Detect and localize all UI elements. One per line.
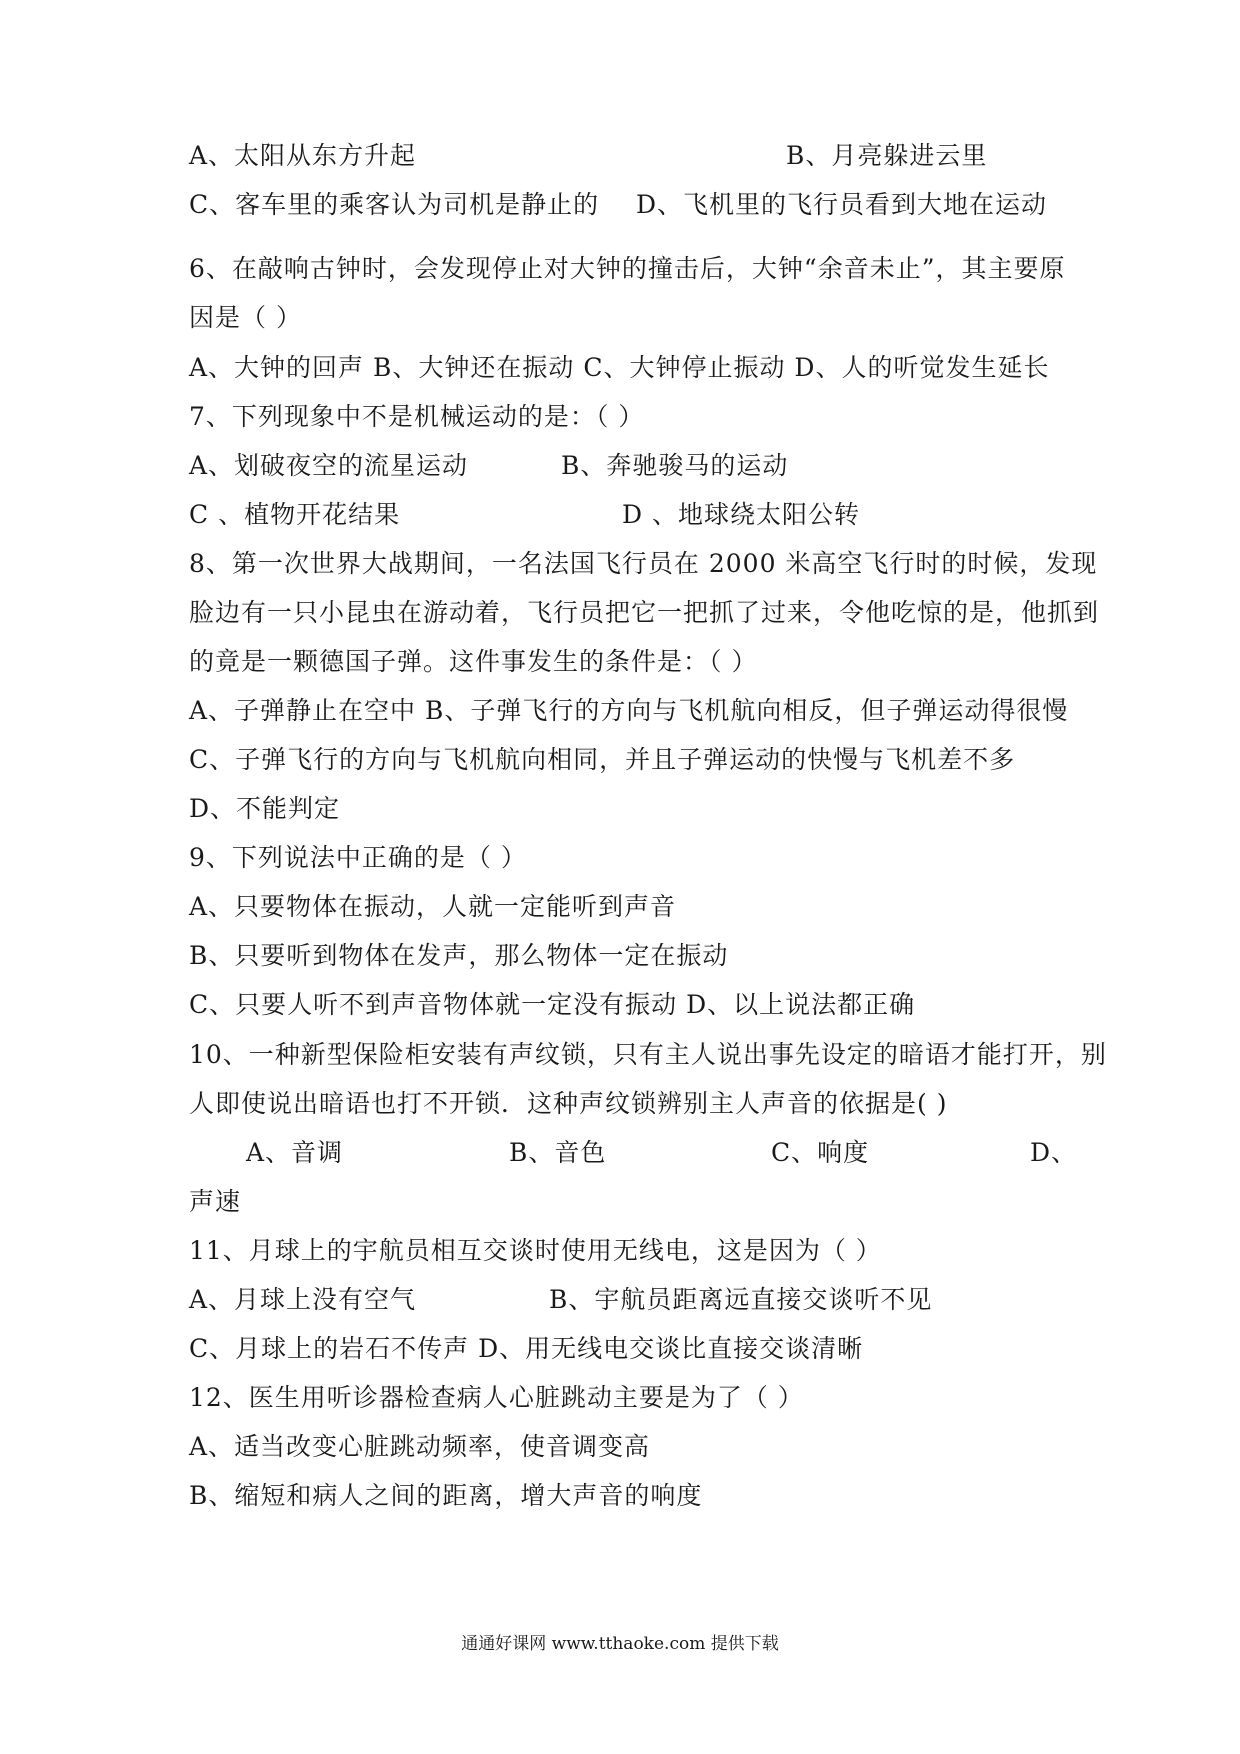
q11-option-a: A、月球上没有空气 — [189, 1285, 417, 1314]
q10-option-a: A、音调 — [246, 1138, 344, 1167]
q10-option-d: D、 — [1030, 1138, 1078, 1167]
q11-option-cd: C、月球上的岩石不传声 D、用无线电交谈比直接交谈清晰 — [189, 1334, 864, 1363]
q11-stem: 11、月球上的宇航员相互交谈时使用无线电，这是因为（ ） — [189, 1236, 882, 1265]
q5-option-c: C、客车里的乘客认为司机是静止的 — [189, 190, 600, 219]
q8-option-ab: A、子弹静止在空中 B、子弹飞行的方向与飞机航向相反，但子弹运动得很慢 — [189, 696, 1069, 725]
q7-option-b: B、奔驰骏马的运动 — [561, 451, 789, 480]
q10-stem-line2: 人即使说出暗语也打不开锁．这种声纹锁辨别主人声音的依据是( ) — [189, 1089, 948, 1118]
page-footer: 通通好课网 www.tthaoke.com 提供下载 — [461, 1634, 779, 1654]
q8-stem-line3: 的竟是一颗德国子弹。这件事发生的条件是：（ ） — [189, 647, 758, 676]
q7-stem: 7、下列现象中不是机械运动的是：（ ） — [189, 402, 645, 431]
q5-option-a: A、太阳从东方升起 — [189, 141, 417, 170]
q8-stem-line1: 8、第一次世界大战期间，一名法国飞行员在 2000 米高空飞行时的时候，发现 — [189, 549, 1098, 578]
q7-option-a: A、划破夜空的流星运动 — [189, 451, 469, 480]
q9-option-a: A、只要物体在振动，人就一定能听到声音 — [189, 892, 677, 921]
q5-option-d: D、飞机里的飞行员看到大地在运动 — [636, 190, 1048, 219]
q9-stem: 9、下列说法中正确的是（ ） — [189, 843, 527, 872]
q7-option-d: D 、地球绕太阳公转 — [622, 500, 860, 529]
q10-option-c: C、响度 — [771, 1138, 870, 1167]
q6-options: A、大钟的回声 B、大钟还在振动 C、大钟停止振动 D、人的听觉发生延长 — [189, 353, 1050, 382]
q11-option-b: B、宇航员距离远直接交谈听不见 — [549, 1285, 933, 1314]
q10-option-b: B、音色 — [509, 1138, 607, 1167]
q8-stem-line2: 脸边有一只小昆虫在游动着，飞行员把它一把抓了过来，令他吃惊的是，他抓到 — [189, 598, 1100, 627]
q8-option-d: D、不能判定 — [189, 794, 341, 823]
q7-option-c: C 、植物开花结果 — [189, 500, 401, 529]
q9-option-b: B、只要听到物体在发声，那么物体一定在振动 — [189, 941, 729, 970]
q12-stem: 12、医生用听诊器检查病人心脏跳动主要是为了（ ） — [189, 1383, 804, 1412]
q12-option-b: B、缩短和病人之间的距离，增大声音的响度 — [189, 1481, 703, 1510]
q10-stem-line1: 10、一种新型保险柜安装有声纹锁，只有主人说出事先设定的暗语才能打开，别 — [189, 1040, 1107, 1069]
q8-option-c: C、子弹飞行的方向与飞机航向相同，并且子弹运动的快慢与飞机差不多 — [189, 745, 1016, 774]
q9-option-cd: C、只要人听不到声音物体就一定没有振动 D、以上说法都正确 — [189, 990, 916, 1019]
q6-stem-line2: 因是（ ） — [189, 303, 302, 332]
q12-option-a: A、适当改变心脏跳动频率，使音调变高 — [189, 1432, 651, 1461]
q6-stem-line1: 6、在敲响古钟时，会发现停止对大钟的撞击后，大钟“余音未止”，其主要原 — [189, 254, 1066, 283]
q5-option-b: B、月亮躲进云里 — [786, 141, 988, 170]
q10-option-d-text: 声速 — [189, 1187, 242, 1216]
